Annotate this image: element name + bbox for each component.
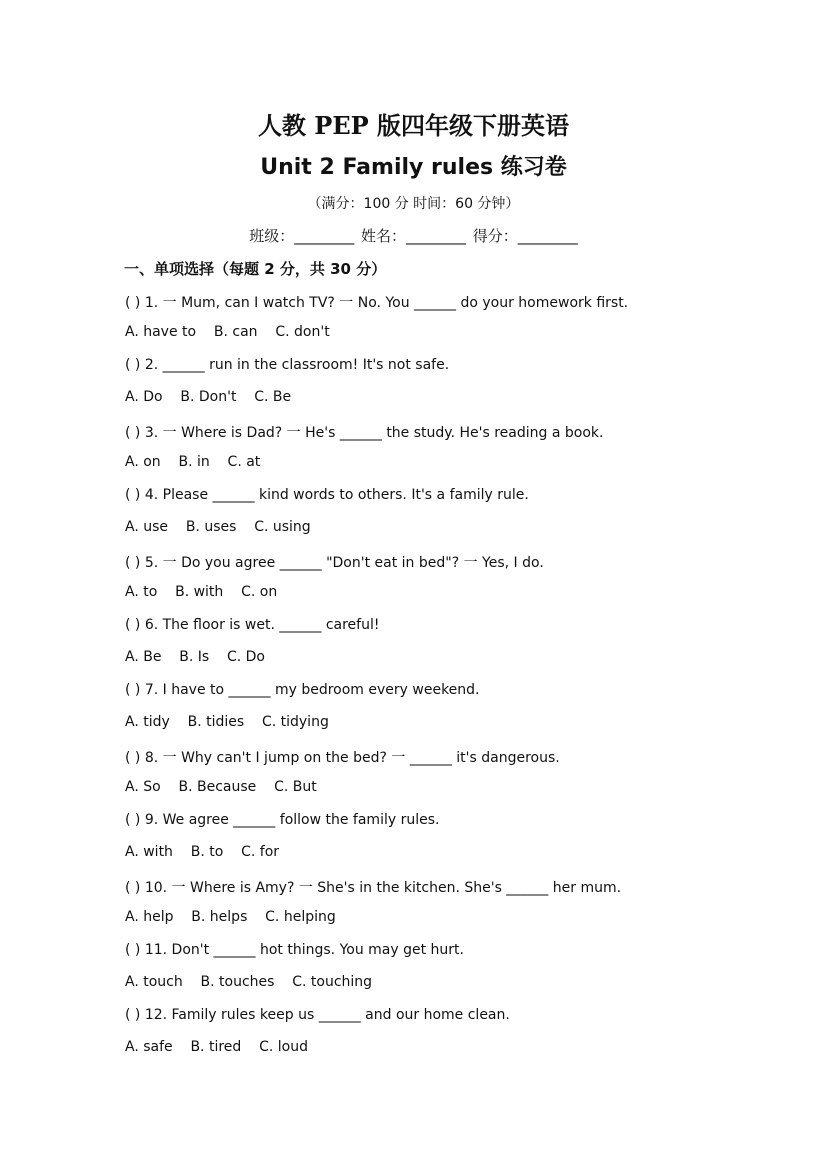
options-11: A. touch B. touches C. touching — [125, 974, 373, 990]
options-1: A. have to B. can C. don't — [125, 324, 330, 340]
options-8: A. So B. Because C. But — [125, 779, 317, 795]
question-2: ( ) 2. ______ run in the classroom! It's not safe. — [125, 357, 450, 373]
options-5: A. to B. with C. on — [125, 584, 278, 600]
question-7: ( ) 7. I have to ______ my bedroom every weekend. — [125, 682, 480, 698]
options-7: A. tidy B. tidies C. tidying — [125, 714, 329, 730]
question-8: ( ) 8. 一 Why can't I jump on the bed? 一 ______ it's dangerous. — [125, 750, 560, 766]
options-3: A. on B. in C. at — [125, 454, 261, 470]
score-time-info: （满分：100 分 时间：60 分钟） — [307, 196, 520, 212]
question-5: ( ) 5. 一 Do you agree ______ "Don't eat in bed"? 一 Yes, I do. — [125, 555, 544, 571]
question-1: ( ) 1. 一 Mum, can I watch TV? 一 No. You ______ do your homework first. — [125, 295, 629, 311]
question-11: ( ) 11. Don't ______ hot things. You may get hurt. — [125, 942, 464, 958]
question-3: ( ) 3. 一 Where is Dad? 一 He's ______ the study. He's reading a book. — [125, 425, 604, 441]
options-12: A. safe B. tired C. loud — [125, 1039, 308, 1055]
section-heading: 一、单项选择（每题 2 分，共 30 分） — [124, 260, 387, 278]
options-10: A. help B. helps C. helping — [125, 909, 336, 925]
question-6: ( ) 6. The floor is wet. ______ careful! — [125, 617, 380, 633]
options-6: A. Be B. Is C. Do — [125, 649, 265, 665]
question-10: ( ) 10. 一 Where is Amy? 一 She's in the kitchen. She's ______ her mum. — [125, 880, 622, 896]
document-title: 人教 PEP 版四年级下册英语 — [257, 111, 570, 140]
options-2: A. Do B. Don't C. Be — [125, 389, 292, 405]
options-4: A. use B. uses C. using — [125, 519, 311, 535]
student-info-line: 班级：________ 姓名：________ 得分：________ — [249, 227, 578, 245]
question-9: ( ) 9. We agree ______ follow the family rules. — [125, 812, 440, 828]
options-9: A. with B. to C. for — [125, 844, 280, 860]
question-4: ( ) 4. Please ______ kind words to others. It's a family rule. — [125, 487, 529, 503]
question-12: ( ) 12. Family rules keep us ______ and our home clean. — [125, 1007, 510, 1023]
document-subtitle: Unit 2 Family rules 练习卷 — [260, 155, 567, 180]
